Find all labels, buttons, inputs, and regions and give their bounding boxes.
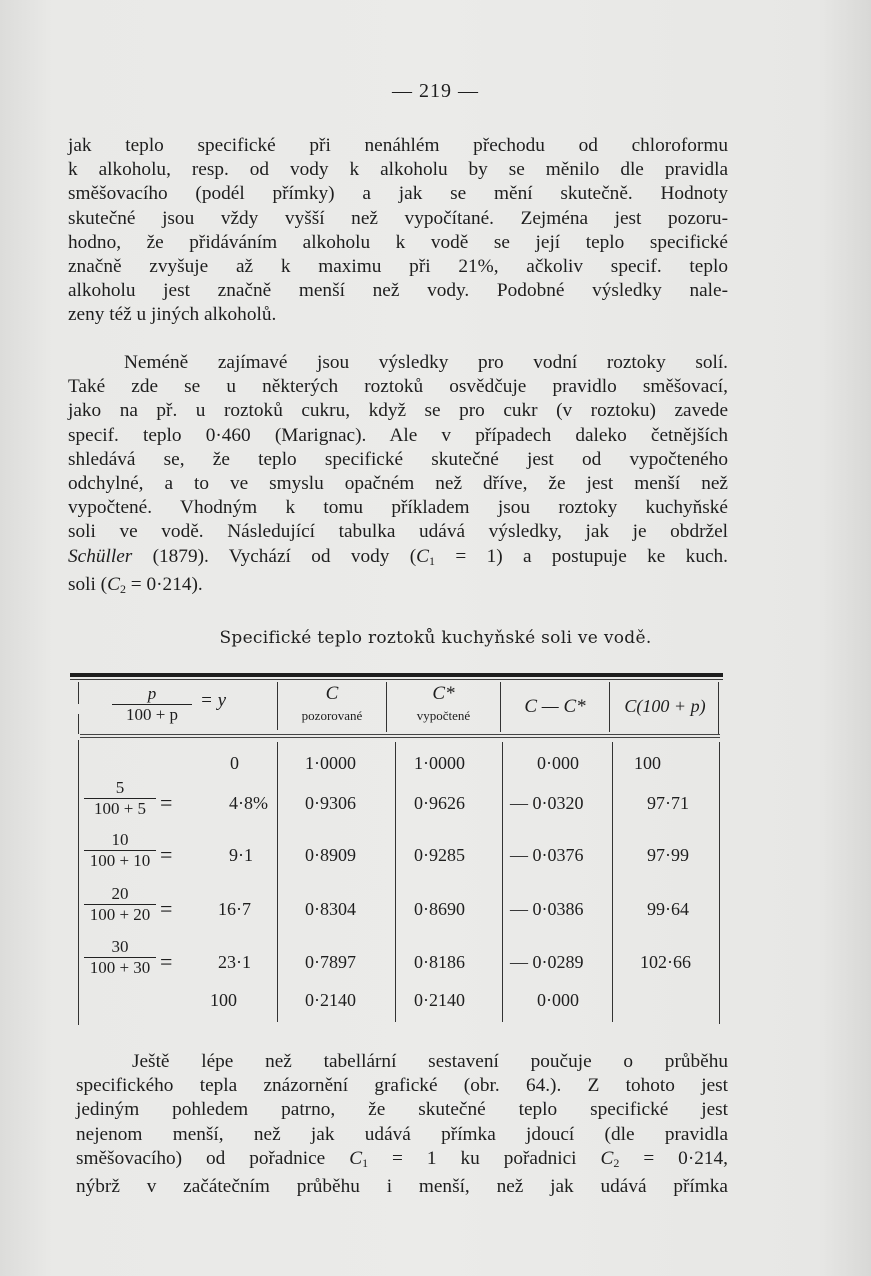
paragraph-3 — [76, 1050, 728, 1199]
text-line: Také zde se u některých roztoků osvědčuje pravidlo směšovací, — [68, 376, 728, 398]
cell-c: 0·9306 — [305, 793, 356, 813]
cell-c100p: 97·71 — [647, 793, 689, 813]
text-line: vypočtené. Vhodným k tomu příkladem jsou roztoky kuchyňské — [68, 497, 728, 519]
cell-diff: — 0·0289 — [510, 952, 584, 972]
cell-diff: 0·000 — [537, 990, 579, 1010]
table-border-right — [719, 742, 720, 1024]
text-line: skutečné jsou vždy vyšší než vypočítané. Zejména jest pozoru- — [68, 207, 728, 229]
header-rule — [80, 734, 720, 735]
cell-cstar: 1·0000 — [414, 753, 465, 773]
text-line: zeny též u jiných alkoholů. — [68, 304, 277, 326]
header-col-c-sub: pozorované — [301, 708, 363, 723]
text-line: k alkoholu, resp. od vody k alkoholu by se měnilo dle pravidla — [68, 159, 728, 181]
paragraph-1 — [68, 134, 728, 328]
text-line: Schüller (1879). Vychází od vody $(C_1 = 1)$ a postupuje ke kuch. — [68, 545, 728, 568]
header-col-c100p: C(100 + p) — [624, 696, 706, 716]
cell-cstar: 0·9285 — [414, 845, 465, 865]
cell-diff: 0·000 — [537, 753, 579, 773]
cell-c100p: 100 — [634, 753, 661, 773]
cell-fraction: $\frac{30}{100 + 30}$ — [84, 937, 156, 978]
text-line: alkoholu jest značně menší než vody. Podobné výsledky nale- — [68, 280, 728, 302]
cell-diff: — 0·0376 — [510, 845, 584, 865]
header-col-y-eq: = y — [200, 690, 227, 711]
equals-sign: = — [160, 949, 173, 974]
table-title: Specifické teplo roztoků kuchyňské soli ve vodě. — [219, 628, 652, 648]
cell-fraction: $\frac{5}{100 + 5}$ — [84, 778, 156, 819]
text-line: hodno, že přidáváním alkoholu k vodě se její teplo specifické — [68, 231, 728, 253]
table-top-rule — [70, 673, 723, 677]
header-col-y-fraction: $\frac{p}{100 + p}$ — [112, 684, 192, 725]
cell-fraction: $\frac{10}{100 + 10}$ — [84, 830, 156, 871]
header-col-c: C — [325, 683, 339, 704]
cell-y: 16·7 — [218, 899, 251, 919]
cell-c: 1·0000 — [305, 753, 356, 773]
cell-cstar: 0·9626 — [414, 793, 465, 813]
cell-c: 0·8909 — [305, 845, 356, 865]
author-name: Schüller — [68, 545, 133, 567]
text-line: Neméně zajímavé jsou výsledky pro vodní roztoky solí. — [124, 352, 728, 373]
header-col-cstar: C* — [432, 683, 455, 704]
text-line: značně zvyšuje až k maximu při 21%, ačkoliv specif. teplo — [68, 256, 728, 278]
table-border-left — [78, 682, 79, 704]
cell-y: 100 — [210, 990, 237, 1010]
cell-fraction: $\frac{20}{100 + 20}$ — [84, 884, 156, 925]
cell-y: 9·1 — [229, 845, 253, 865]
text-line: odchylné, a to ve smyslu opačném než dříve, že jest menší než — [68, 473, 728, 495]
cell-c: 0·2140 — [305, 990, 356, 1010]
column-divider — [277, 742, 278, 1022]
cell-y: 0 — [230, 753, 239, 773]
table-top-rule-thin — [70, 679, 723, 680]
text-line: soli ve vodě. Následující tabulka udává výsledky, jak je obdržel — [68, 521, 728, 543]
equals-sign: = — [160, 896, 173, 921]
cell-y: 4·8% — [229, 793, 268, 813]
text-line: specifického tepla znázornění grafické (obr. 64.). Z tohoto jest — [76, 1075, 728, 1097]
equals-sign: = — [160, 790, 173, 815]
cell-c100p: 99·64 — [647, 899, 689, 919]
text-line: směšovacího (podél přímky) a jak se mění skutečně. Hodnoty — [68, 183, 728, 205]
equals-sign: = — [160, 842, 173, 867]
text-line: specif. teplo 0·460 (Marignac). Ale v případech daleko četnějších — [68, 424, 728, 446]
table-border-left — [78, 740, 79, 1025]
cell-diff: — 0·0320 — [510, 793, 584, 813]
cell-diff: — 0·0386 — [510, 899, 584, 919]
cell-c100p: 97·99 — [647, 845, 689, 865]
cell-cstar: 0·8186 — [414, 952, 465, 972]
column-divider — [502, 742, 503, 1022]
text-line: jediným pohledem patrno, že skutečné teplo specifické jest — [76, 1099, 728, 1121]
cell-c: 0·8304 — [305, 899, 356, 919]
text-line: směšovacího) od pořadnice $C_1 = 1$ ku pořadnici $C_2 = 0\cdot 214$, — [76, 1147, 728, 1170]
text-line: jak teplo specifické při nenáhlém přechodu od chloroformu — [68, 135, 728, 156]
text-line: jako na př. u roztoků cukru, když se pro cukr (v roztoku) zavede — [68, 400, 728, 422]
cell-c100p: 102·66 — [640, 952, 691, 972]
header-col-cstar-sub: vypočtené — [416, 708, 471, 723]
text-line: nejenom menší, než jak udává přímka jdoucí (dle pravidla — [76, 1123, 728, 1145]
column-divider — [395, 742, 396, 1022]
text-line: shledává se, že teplo specifické skutečné jest od vypočteného — [68, 448, 728, 470]
header-rule — [80, 737, 720, 738]
column-divider — [612, 742, 613, 1022]
cell-c: 0·7897 — [305, 952, 356, 972]
header-col-diff: C — C* — [524, 696, 586, 717]
page-number: — 219 — — [392, 80, 479, 102]
text-line: Ještě lépe než tabellární sestavení poučuje o průběhu — [132, 1051, 728, 1072]
table-border-left — [78, 714, 79, 734]
cell-y: 23·1 — [218, 952, 251, 972]
cell-cstar: 0·8690 — [414, 899, 465, 919]
text-line: nýbrž v začátečním průběhu i menší, než jak udává přímka — [76, 1176, 728, 1198]
text-line: soli $(C_2 = 0\cdot 214)$. — [68, 573, 203, 596]
paragraph-2 — [68, 351, 728, 601]
cell-cstar: 0·2140 — [414, 990, 465, 1010]
